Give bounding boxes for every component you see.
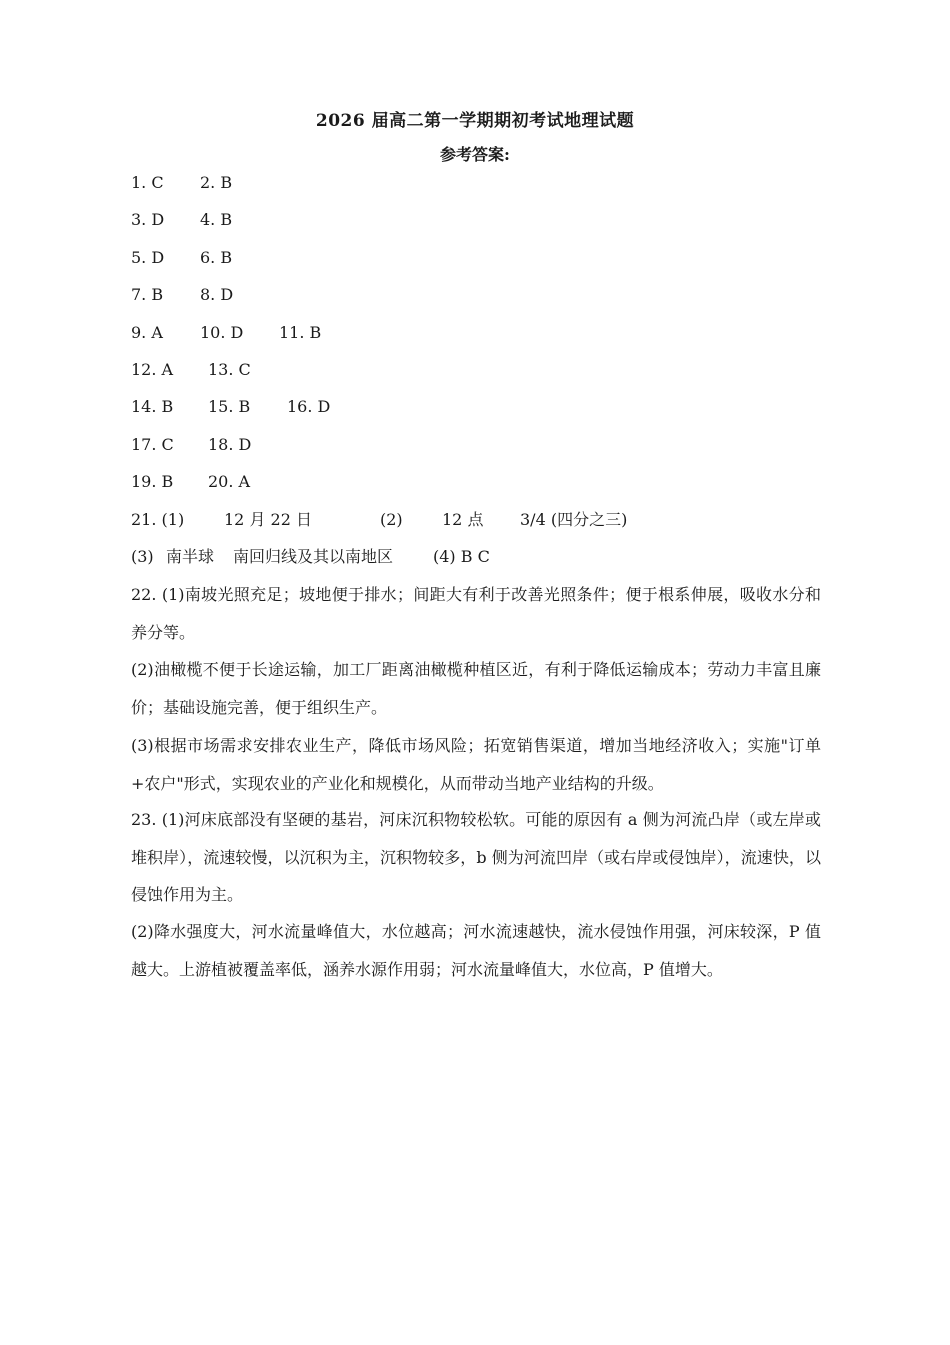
answer-16: 16. D: [287, 397, 331, 416]
q21-part-2-answer-a: 12 点: [442, 510, 484, 529]
page-subtitle: 参考答案:: [440, 145, 510, 164]
answer-8: 8. D: [200, 285, 234, 304]
q21-part-3-answer-b: 南回归线及其以南地区: [233, 547, 394, 566]
q23-paragraph-1: 23. (1)河床底部没有坚硬的基岩，河床沉积物较松软。可能的原因有 a 侧为河流凸岸（或左岸或堆积岸），流速较慢，以沉积为主，沉积物较多，b 侧为河流凹岸（或右岸或侵蚀岸），流速快，以侵蚀作用为主。: [131, 810, 821, 904]
answer-17: 17. C: [131, 435, 174, 454]
answer-18: 18. D: [208, 435, 252, 454]
q21-part-2-label: (2): [380, 510, 403, 529]
answer-10: 10. D: [200, 323, 244, 342]
q21-part-4-answer: (4) B C: [433, 547, 490, 566]
q23-paragraph-2: (2)降水强度大，河水流量峰值大，水位越高；河水流速越快，流水侵蚀作用强，河床较深，P 值越大。上游植被覆盖率低，涵养水源作用弱；河水流量峰值大，水位高，P 值增大。: [131, 922, 821, 979]
answer-13: 13. C: [208, 360, 251, 379]
q22-paragraph-3: (3)根据市场需求安排农业生产，降低市场风险；拓宽销售渠道，增加当地经济收入；实施"订单+农户"形式，实现农业的产业化和规模化，从而带动当地产业结构的升级。: [131, 736, 821, 793]
answer-19: 19. B: [131, 472, 174, 491]
answer-1: 1. C: [131, 173, 164, 192]
q21-part-1-answer: 12 月 22 日: [224, 510, 312, 529]
answer-6: 6. B: [200, 248, 233, 267]
answer-4: 4. B: [200, 210, 233, 229]
answer-20: 20. A: [208, 472, 251, 491]
answer-5: 5. D: [131, 248, 165, 267]
answer-3: 3. D: [131, 210, 165, 229]
q21-part-3-label: (3): [131, 547, 154, 566]
page-title: 2026 届高二第一学期期初考试地理试题: [315, 111, 635, 131]
q21-part-2-answer-b: 3/4 (四分之三): [520, 510, 628, 529]
q22-paragraph-1: 22. (1)南坡光照充足；坡地便于排水；间距大有利于改善光照条件；便于根系伸展，吸收水分和养分等。: [131, 585, 821, 642]
answer-15: 15. B: [208, 397, 251, 416]
q21-part-1-label: 21. (1): [131, 510, 185, 529]
answer-9: 9. A: [131, 323, 163, 342]
answer-11: 11. B: [279, 323, 322, 342]
answer-7: 7. B: [131, 285, 164, 304]
q21-part-3-answer-a: 南半球: [166, 547, 215, 566]
answer-14: 14. B: [131, 397, 174, 416]
q22-paragraph-2: (2)油橄榄不便于长途运输，加工厂距离油橄榄种植区近，有利于降低运输成本；劳动力丰富且廉价；基础设施完善，便于组织生产。: [131, 660, 821, 717]
answer-12: 12. A: [131, 360, 174, 379]
answer-2: 2. B: [200, 173, 233, 192]
